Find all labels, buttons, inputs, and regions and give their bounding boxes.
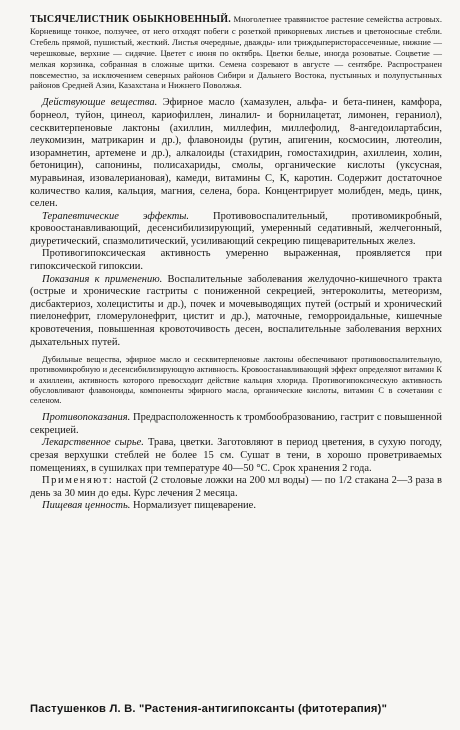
antihypoxic-activity-text: Противогипоксическая активность умеренно выраженная, проявляется при гипоксической гипоксии. bbox=[30, 248, 442, 273]
active-substances-text: Эфирное масло (хамазулен, альфа- и бета-пинен, камфора, борнеол, туйон, цинеол, кариофиллен, линалил- и борнилацетат, лимонен, гераниол), сесквитерпеновые лактоны (ахиллин, миллефин, миллефолид, 8-ангедоилартабсин, леукомизин, матрикарин и др.), флавоноиды (рутин, апигенин, космосиин, лютеолин, изорамнетин, артемене и др.), алкалоиды (стахидрин, гомостахидрин, ахиллеин, холин, бетоницин), сапонины, полисахариды, смолы, органические кислоты (уксусная, муравьиная, изовалериановая), камеди, витамины С, К, каротин. Содержит достаточное количество калия, кальция, магния, селена, бора. Концентрирует молибден, медь, цинк, селен. bbox=[30, 97, 442, 210]
contraindications-text: Предрасположенность к тромбообразованию, гастрит с повышенной секрецией. bbox=[30, 412, 443, 436]
active-substances-heading: Действующие вещества. bbox=[42, 97, 158, 109]
usage-section bbox=[30, 475, 442, 500]
raw-material-section bbox=[30, 437, 442, 475]
therapeutic-effects-text: Противовоспалительный, противомикробный, кровоостанавливающий, десенсибилизирующий, умеренный седативный, желчегонный, диуретический, спазмолитический, усиливающий секрецию пищеварительных желез. bbox=[30, 210, 442, 247]
source-citation: Пастушенков Л. В. "Растения-антигипоксанты (фитотерапия)" bbox=[30, 703, 388, 715]
plant-title: ТЫСЯЧЕЛИСТНИК ОБЫКНОВЕННЫЙ. bbox=[30, 14, 231, 25]
nutritional-value-heading: Пищевая ценность. bbox=[42, 500, 131, 512]
mechanism-note-text: Дубильные вещества, эфирное масло и сесквитерпеновые лактоны обеспечивают противовоспалительную, противомикробную и десенсибилизирующую активность. Кровоостанавливающий эффект определяют витамин К и ахиллеин, активность которого превосходит действие кальция хлорида. Противогипоксическую активность обусловливают флавоноиды, компоненты эфирного масла, органические кислоты, витамин С в сочетании с селеном. bbox=[30, 355, 442, 406]
plant-description bbox=[30, 14, 442, 91]
nutritional-value-text: Нормализует пищеварение. bbox=[133, 500, 256, 512]
plant-description-text: Многолетнее травянистое растение семейства астровых. Корневище тонкое, ползучее, от него отходят побеги с розеткой прикорневых листьев и цветоносные стебли. Стебель прямой, пушистый, жесткий. Листья очередные, дважды- или триждыперисторассеченные, нижние — черешковые, верхние — сидячие. Цветет с июня по октябрь. Цветки белые, иногда розоватые. Соцветие — мелкая корзинка, собранная в сложные щитки. Семена созревают в августе — сентябре. Распространен повсеместно, за исключением северных районов Сибири и Дальнего Востока, пустынных и полупустынных районов Средней Азии, Казахстана и Нижнего Поволжья. bbox=[30, 14, 443, 91]
nutritional-value-section bbox=[30, 500, 442, 513]
indications-section bbox=[30, 274, 442, 350]
therapeutic-effects-section bbox=[30, 211, 442, 249]
indications-text: Воспалительные заболевания желудочно-кишечного тракта (острые и хронические гастриты с пониженной секрецией, энтероколиты, метеоризм, дисбактериоз, холециститы и др.), почек и мочевыводящих путей (острый и хронический пиелонефрит, гломерулонефрит, цистит и др.), маточные, геморроидальные, кишечные кровотечения, повышенная кровоточивость десен, воспалительные заболевания верхних дыхательных путей. bbox=[30, 273, 443, 348]
therapeutic-effects-heading: Терапевтические эффекты. bbox=[42, 210, 190, 222]
indications-heading: Показания к применению. bbox=[42, 273, 163, 285]
raw-material-heading: Лекарственное сырье. bbox=[42, 437, 144, 449]
antihypoxic-activity-paragraph bbox=[30, 248, 442, 273]
contraindications-section bbox=[30, 412, 442, 437]
usage-text: настой (2 столовые ложки на 200 мл воды) — по 1/2 стакана 2—3 раза в день за 30 мин до еды. Курс лечения 2 месяца. bbox=[30, 475, 443, 499]
usage-heading: Применяют: bbox=[42, 475, 114, 487]
contraindications-heading: Противопоказания. bbox=[42, 412, 131, 424]
mechanism-note bbox=[30, 355, 442, 406]
active-substances-section bbox=[30, 97, 442, 210]
raw-material-text: Трава, цветки. Заготовляют в период цветения, в сухую погоду, срезая верхушки стеблей не более 15 см. Сушат в тени, в хорошо проветриваемых помещениях, в сушилках при температуре 40—50 °С. Срок хранения 2 года. bbox=[30, 437, 443, 474]
